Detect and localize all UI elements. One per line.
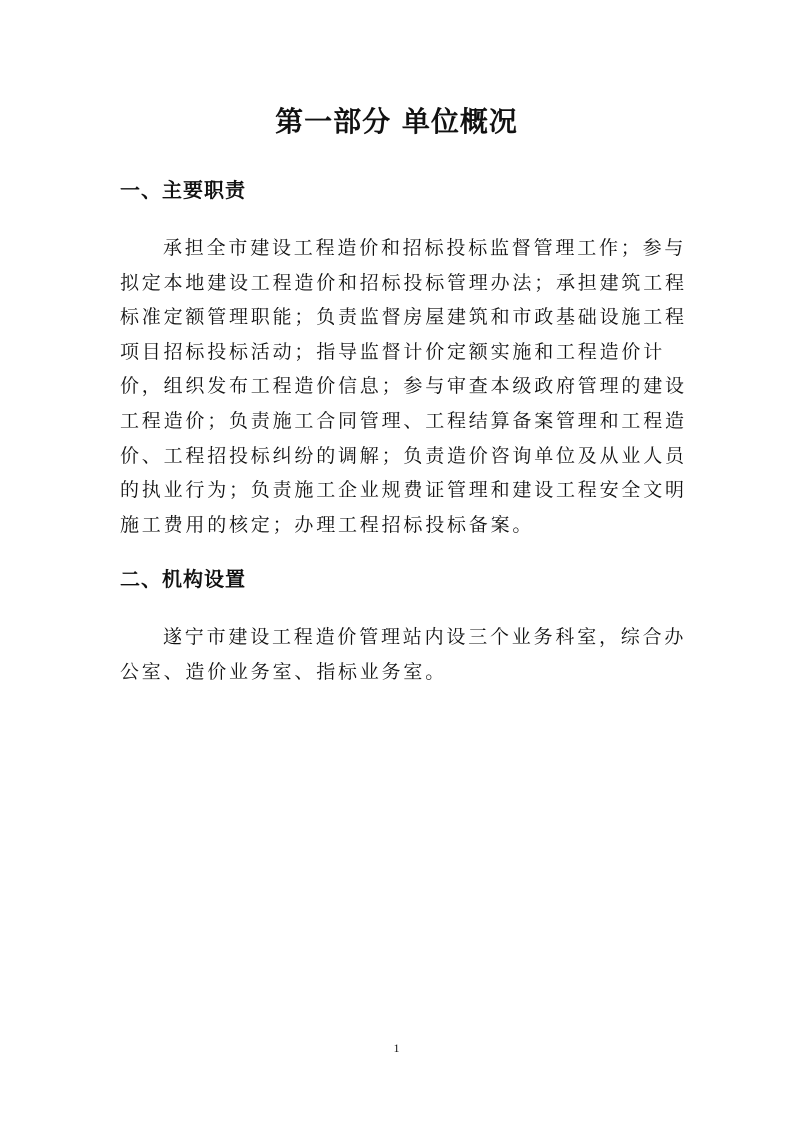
paragraph-line: 价，组织发布工程造价信息；参与审查本级政府管理的建设	[120, 375, 687, 398]
page-number: 1	[393, 1041, 400, 1055]
paragraph-line: 遂宁市建设工程造价管理站内设三个业务科室，综合办	[163, 626, 687, 648]
paragraph-line: 工程造价；负责施工合同管理、工程结算备案管理和工程造	[120, 409, 687, 432]
paragraph-main-duties	[120, 231, 687, 542]
paragraph-line: 项目招标投标活动；指导监督计价定额实施和工程造价计	[120, 340, 666, 363]
paragraph-line: 拟定本地建设工程造价和招标投标管理办法；承担建筑工程	[120, 271, 687, 294]
page-title: 第一部分 单位概况	[275, 105, 518, 138]
paragraph-line: 价、工程招投标纠纷的调解；负责造价咨询单位及从业人员	[120, 444, 687, 467]
paragraph-line: 的执业行为；负责施工企业规费证管理和建设工程安全文明	[120, 479, 687, 502]
section-heading-organization: 二、机构设置	[120, 567, 246, 591]
paragraph-line: 承担全市建设工程造价和招标投标监督管理工作；参与	[163, 237, 687, 259]
paragraph-line: 施工费用的核定；办理工程招标投标备案。	[120, 513, 535, 536]
paragraph-line: 公室、造价业务室、指标业务室。	[120, 660, 448, 683]
paragraph-line: 标准定额管理职能；负责监督房屋建筑和市政基础设施工程	[120, 306, 687, 329]
section-heading-main-duties: 一、主要职责	[120, 178, 246, 202]
paragraph-organization	[120, 620, 687, 689]
